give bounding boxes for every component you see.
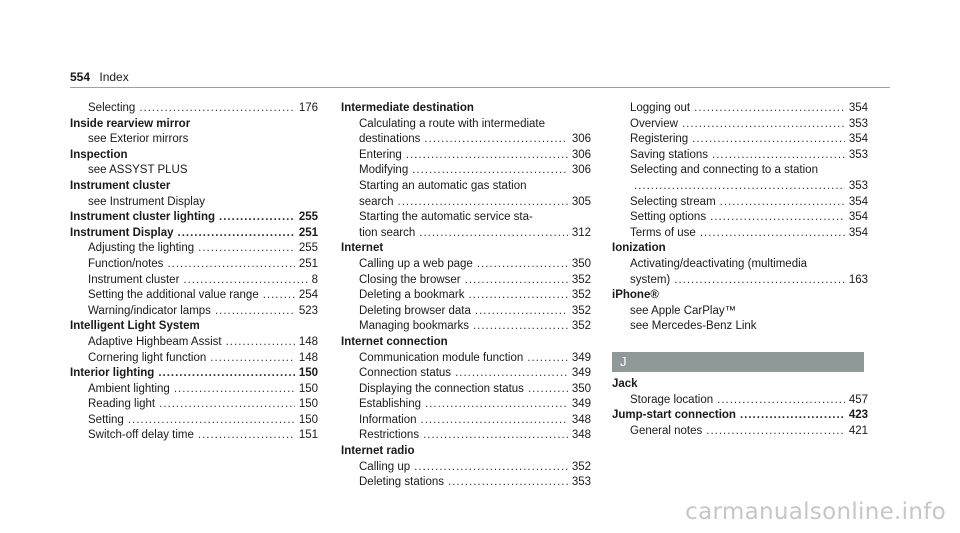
entry-label: General notes — [630, 424, 703, 437]
dot-leader — [425, 397, 568, 413]
dot-leader — [263, 288, 295, 304]
index-heading: Intermediate destination — [341, 102, 474, 114]
page-reference[interactable]: 352 — [571, 460, 591, 473]
page-reference[interactable]: 423 — [848, 409, 868, 422]
page-reference[interactable]: 352 — [571, 304, 591, 317]
page-reference[interactable]: 150 — [298, 398, 318, 411]
index-entry[interactable] — [341, 132, 591, 148]
index-entry[interactable] — [612, 195, 868, 211]
page-reference[interactable]: 150 — [298, 367, 318, 380]
dot-leader — [465, 273, 568, 289]
index-entry[interactable] — [612, 226, 868, 242]
page-reference[interactable]: 150 — [298, 413, 318, 426]
dot-leader — [406, 148, 568, 164]
page-reference[interactable]: 8 — [311, 273, 318, 286]
entry-label: system) — [630, 273, 671, 286]
index-heading: Internet — [341, 242, 384, 255]
dot-leader — [159, 397, 295, 413]
index-entry[interactable] — [341, 397, 591, 413]
index-heading: Internet connection — [341, 335, 448, 348]
dot-leader — [158, 366, 294, 382]
page-reference[interactable]: 251 — [298, 257, 318, 270]
page-reference[interactable]: 306 — [571, 164, 591, 177]
index-heading: Instrument cluster — [70, 179, 171, 192]
dot-leader — [178, 226, 295, 242]
dot-leader — [712, 148, 845, 164]
dot-leader — [706, 424, 845, 440]
page-reference[interactable]: 254 — [298, 289, 318, 302]
index-heading: Inside rearview mirror — [70, 117, 191, 130]
dot-leader — [198, 241, 295, 257]
index-heading: Jack — [612, 377, 638, 390]
index-subentry: Selecting and connecting to a station — [630, 164, 818, 177]
index-entry[interactable] — [341, 148, 591, 164]
dot-leader — [226, 335, 295, 351]
dot-leader — [210, 351, 295, 367]
page-header — [70, 70, 129, 84]
index-entry[interactable] — [70, 428, 318, 444]
page-reference[interactable]: 151 — [298, 429, 318, 442]
page-reference[interactable]: 349 — [571, 367, 591, 380]
entry-label: Managing bookmarks — [359, 320, 469, 333]
index-entry[interactable] — [70, 366, 318, 382]
index-subentry: see ASSYST PLUS — [88, 164, 188, 177]
dot-leader — [398, 195, 568, 211]
entry-label: Calling up a web page — [359, 257, 473, 270]
dot-leader — [634, 179, 845, 195]
page-reference[interactable]: 306 — [571, 133, 591, 146]
index-entry[interactable] — [612, 179, 868, 195]
entry-label: Reading light — [88, 398, 156, 411]
entry-label: Deleting browser data — [359, 304, 471, 317]
dot-leader — [527, 351, 568, 367]
index-entry[interactable] — [612, 117, 868, 133]
entry-label: Adjusting the lighting — [88, 242, 195, 255]
page-reference[interactable]: 163 — [848, 273, 868, 286]
page-reference[interactable]: 255 — [298, 242, 318, 255]
entry-label: Calling up — [359, 460, 411, 473]
entry-label: Adaptive Highbeam Assist — [88, 335, 222, 348]
page-reference[interactable]: 352 — [571, 320, 591, 333]
page-reference[interactable]: 353 — [848, 117, 868, 130]
dot-leader — [717, 393, 845, 409]
entry-label: Deleting stations — [359, 476, 445, 489]
index-entry[interactable] — [612, 273, 868, 289]
page-reference[interactable]: 352 — [571, 273, 591, 286]
page-reference[interactable]: 353 — [848, 179, 868, 192]
page-reference[interactable]: 251 — [298, 226, 318, 239]
index-entry[interactable] — [70, 273, 318, 289]
dot-leader — [174, 382, 295, 398]
page-reference[interactable]: 305 — [571, 195, 591, 208]
entry-label: Cornering light function — [88, 351, 207, 364]
entry-label: Selecting stream — [630, 195, 716, 208]
page-reference[interactable]: 354 — [848, 195, 868, 208]
entry-label: Interior lighting — [70, 367, 155, 380]
index-heading: Inspection — [70, 148, 128, 161]
dot-leader — [421, 413, 568, 429]
dot-leader — [720, 195, 845, 211]
index-subentry: see Mercedes-Benz Link — [630, 320, 757, 333]
dot-leader — [128, 413, 295, 429]
index-entry[interactable] — [341, 288, 591, 304]
page-reference[interactable]: 457 — [848, 393, 868, 406]
index-column-2 — [341, 101, 591, 491]
dot-leader — [473, 319, 568, 335]
index-entry[interactable] — [612, 132, 868, 148]
dot-leader — [414, 460, 568, 476]
entry-label: Terms of use — [630, 226, 696, 239]
index-subentry: Starting an automatic gas station — [359, 179, 527, 192]
dot-leader — [139, 101, 295, 117]
index-subentry: Activating/deactivating (multimedia — [630, 257, 808, 270]
index-heading: Intelligent Light System — [70, 320, 200, 333]
page-reference[interactable]: 350 — [571, 257, 591, 270]
entry-label: Logging out — [630, 102, 691, 114]
page-reference[interactable]: 255 — [298, 211, 318, 224]
entry-label: search — [359, 195, 394, 208]
index-entry[interactable] — [341, 366, 591, 382]
index-entry[interactable] — [612, 408, 868, 424]
entry-label: Function/notes — [88, 257, 164, 270]
index-entry[interactable] — [70, 101, 318, 117]
page-reference[interactable]: 353 — [848, 148, 868, 161]
dot-leader — [682, 117, 845, 133]
dot-leader — [167, 257, 294, 273]
page-reference[interactable]: 176 — [298, 102, 318, 114]
page-reference[interactable]: 350 — [571, 382, 591, 395]
dot-leader — [455, 366, 568, 382]
page-reference[interactable]: 523 — [298, 304, 318, 317]
entry-label: Storage location — [630, 393, 714, 406]
entry-label: Instrument Display — [70, 226, 174, 239]
section-title: Index — [99, 70, 129, 84]
entry-label: Instrument cluster — [88, 273, 180, 286]
index-entry[interactable] — [341, 319, 591, 335]
dot-leader — [423, 428, 568, 444]
index-subentry: Starting the automatic service sta- — [359, 211, 533, 224]
index-entry[interactable] — [612, 101, 868, 117]
entry-label: Registering — [630, 133, 689, 146]
index-entry[interactable] — [341, 413, 591, 429]
dot-leader — [710, 210, 845, 226]
page-number: 554 — [70, 70, 91, 84]
dot-leader — [528, 382, 568, 398]
index-entry[interactable] — [612, 148, 868, 164]
entry-label: Ambient lighting — [88, 382, 170, 395]
index-entry[interactable] — [341, 273, 591, 289]
entry-label: Selecting — [88, 102, 136, 114]
index-entry[interactable] — [341, 351, 591, 367]
entry-label: Entering — [359, 148, 402, 161]
index-entry[interactable] — [70, 210, 318, 226]
dot-leader — [740, 408, 845, 424]
entry-label: tion search — [359, 226, 416, 239]
index-entry[interactable] — [70, 288, 318, 304]
entry-label: Displaying the connection status — [359, 382, 524, 395]
index-entry[interactable] — [70, 304, 318, 320]
dot-leader — [692, 132, 845, 148]
page-reference[interactable]: 354 — [848, 133, 868, 146]
dot-leader — [674, 273, 845, 289]
entry-label: Setting options — [630, 211, 707, 224]
index-heading: iPhone® — [612, 289, 659, 302]
entry-label: Switch-off delay time — [88, 429, 194, 442]
index-entry[interactable] — [70, 226, 318, 242]
index-entry[interactable] — [341, 163, 591, 179]
index-entry[interactable] — [341, 382, 591, 398]
page-reference[interactable]: 354 — [848, 211, 868, 224]
index-letter-header: J — [612, 352, 864, 372]
index-entry[interactable] — [70, 241, 318, 257]
dot-leader — [468, 288, 567, 304]
dot-leader — [475, 304, 568, 320]
index-entry[interactable] — [70, 397, 318, 413]
index-entry[interactable] — [70, 257, 318, 273]
index-entry[interactable] — [341, 195, 591, 211]
index-subentry: see Instrument Display — [88, 195, 205, 208]
page-reference[interactable]: 312 — [571, 226, 591, 239]
index-heading: Internet radio — [341, 445, 415, 458]
page-reference[interactable]: 354 — [848, 226, 868, 239]
page-reference[interactable]: 352 — [571, 289, 591, 302]
index-subentry: see Exterior mirrors — [88, 133, 189, 146]
page-reference[interactable]: 353 — [571, 476, 591, 489]
entry-label: Restrictions — [359, 429, 420, 442]
dot-leader — [215, 304, 295, 320]
page-reference[interactable]: 349 — [571, 398, 591, 411]
index-entry[interactable] — [612, 210, 868, 226]
dot-leader — [412, 163, 568, 179]
entry-label: Setting the additional value range — [88, 289, 259, 302]
entry-label: Deleting a bookmark — [359, 289, 465, 302]
entry-label: Saving stations — [630, 148, 708, 161]
dot-leader — [477, 257, 568, 273]
entry-label: Establishing — [359, 398, 422, 411]
index-entry[interactable] — [341, 428, 591, 444]
dot-leader — [700, 226, 845, 242]
index-column-3 — [612, 101, 868, 439]
dot-leader — [419, 226, 568, 242]
page-reference[interactable]: 354 — [848, 102, 868, 114]
entry-label: Overview — [630, 117, 678, 130]
index-entry[interactable] — [341, 304, 591, 320]
entry-label: Instrument cluster lighting — [70, 211, 216, 224]
index-entry[interactable] — [341, 226, 591, 242]
watermark: carmanualsonline.info — [685, 499, 946, 525]
index-heading: Ionization — [612, 242, 666, 255]
dot-leader — [424, 132, 567, 148]
index-entry[interactable] — [341, 257, 591, 273]
page-reference[interactable]: 150 — [298, 382, 318, 395]
page-reference[interactable]: 348 — [571, 429, 591, 442]
page-reference[interactable]: 148 — [298, 351, 318, 364]
dot-leader — [219, 210, 295, 226]
entry-label: Setting — [88, 413, 124, 426]
entry-label: Warning/indicator lamps — [88, 304, 211, 317]
index-entry[interactable] — [70, 413, 318, 429]
entry-label: Information — [359, 413, 417, 426]
index-subentry: Calculating a route with intermediate — [359, 117, 546, 130]
page-reference[interactable]: 421 — [848, 424, 868, 437]
index-entry[interactable] — [70, 351, 318, 367]
index-column-1 — [70, 101, 318, 444]
index-entry[interactable] — [612, 424, 868, 440]
entry-label: Communication module function — [359, 351, 524, 364]
dot-leader — [448, 475, 568, 491]
page-reference[interactable]: 349 — [571, 351, 591, 364]
index-subentry: see Apple CarPlay™ — [630, 304, 737, 317]
index-entry[interactable] — [70, 335, 318, 351]
page-reference[interactable]: 148 — [298, 335, 318, 348]
dot-leader — [183, 273, 307, 289]
page-reference[interactable]: 306 — [571, 148, 591, 161]
dot-leader — [198, 428, 295, 444]
header-divider — [70, 87, 890, 88]
entry-label: destinations — [359, 133, 421, 146]
index-entry[interactable] — [70, 382, 318, 398]
dot-leader — [694, 101, 845, 117]
entry-label: Jump-start connection — [612, 409, 736, 422]
index-entry[interactable] — [341, 475, 591, 491]
entry-label: Modifying — [359, 164, 409, 177]
page-reference[interactable]: 348 — [571, 413, 591, 426]
index-entry[interactable] — [612, 393, 868, 409]
entry-label: Closing the browser — [359, 273, 461, 286]
entry-label: Connection status — [359, 367, 452, 380]
index-entry[interactable] — [341, 460, 591, 476]
